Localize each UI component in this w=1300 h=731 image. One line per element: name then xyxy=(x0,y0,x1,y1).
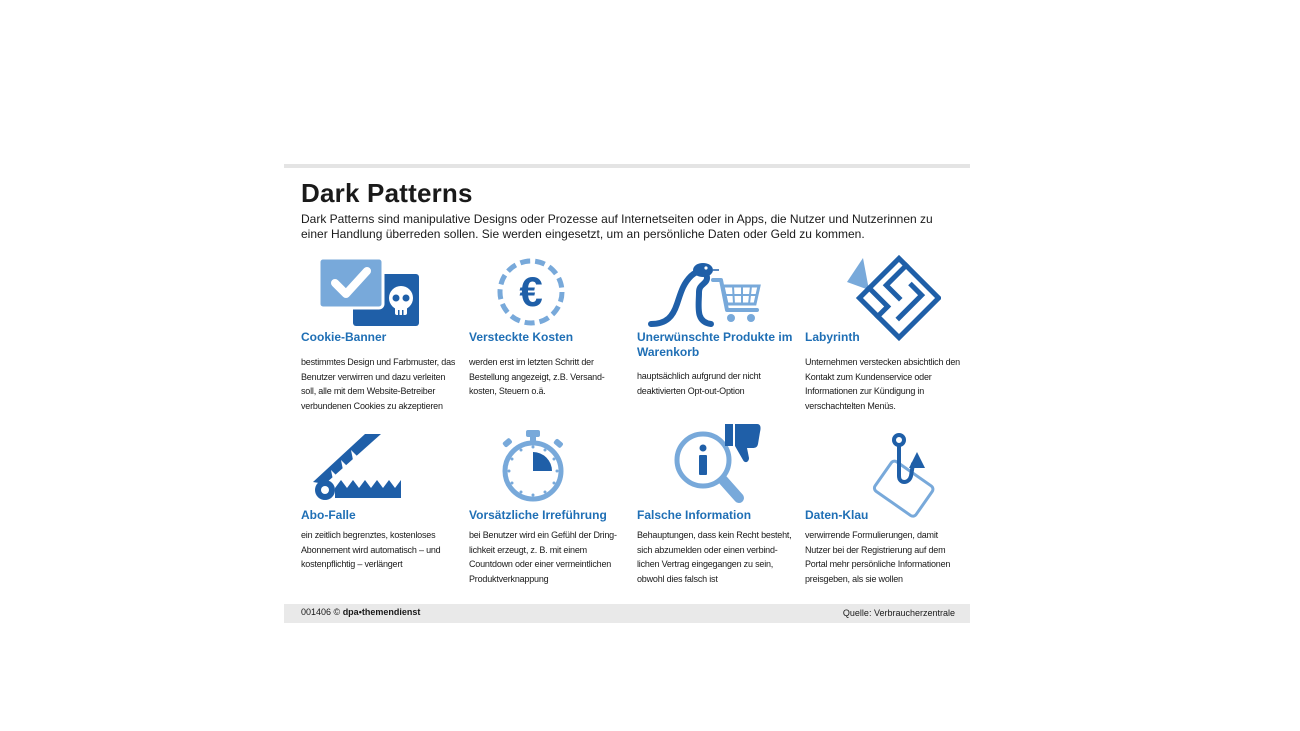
cookie-banner-skull-icon xyxy=(301,256,461,328)
item-versteckte-kosten xyxy=(469,256,629,416)
item-label: Cookie-Banner xyxy=(301,330,387,344)
svg-text:€: € xyxy=(519,268,543,315)
item-label: Daten-Klau xyxy=(805,508,869,522)
item-labyrinth xyxy=(805,256,965,416)
item-description: bestimmtes Design und Farbmuster, das Benutzer verwirren und dazu verleiten soll, alle mit dem Website-Betreiber verbundenen Cookies zu akzeptieren xyxy=(301,357,456,411)
item-falsche-information xyxy=(637,432,797,602)
item-label: Versteckte Kosten xyxy=(469,330,574,344)
item-label: Abo-Falle xyxy=(301,508,356,522)
item-description: verwirrende Formulierungen, damit Nutzer bei der Registrierung auf dem Portal mehr persönliche Informationen preisgeben, als sie wollen xyxy=(805,530,951,584)
item-abo-falle xyxy=(301,432,461,592)
conveyor-trap-icon xyxy=(301,432,461,504)
stopwatch-icon xyxy=(469,432,629,504)
euro-coin-icon xyxy=(469,256,629,328)
item-description: werden erst im letzten Schritt der Bestellung angezeigt, z.B. Versand-kosten, Steuern o.ä. xyxy=(469,357,605,396)
item-unerwuenschte-produkte xyxy=(637,256,797,416)
item-label: Vorsätzliche Irreführung xyxy=(469,508,607,522)
item-cookie-banner xyxy=(301,256,461,416)
item-vorsaetzliche-irrefuehrung xyxy=(469,432,629,602)
item-description: Behauptungen, dass kein Recht besteht, sich abzumelden oder einen verbind-lichen Vertrag eingegangen zu sein, obwohl dies falsch ist xyxy=(637,530,792,584)
item-daten-klau xyxy=(805,432,965,602)
item-label: Falsche Information xyxy=(637,508,752,522)
item-label: Unerwünschte Produkte im Warenkorb xyxy=(637,330,793,359)
intro-text: Dark Patterns sind manipulative Designs oder Prozesse auf Internetseiten oder in Apps, die Nutzer und Nutzerinnen zu einer Handlung überreden sollen. Sie werden eingesetzt, um an persönliche Daten oder Geld zu kommen. xyxy=(301,212,933,241)
magnifier-thumbs-down-icon xyxy=(637,432,797,504)
brand-logo: dpa•themendienst xyxy=(342,607,421,617)
item-description: ein zeitlich begrenztes, kostenloses Abonnement wird automatisch – und kostenpflichtig – verlängert xyxy=(301,530,441,569)
graphic-code: 001406 © dpa•themendienst xyxy=(301,607,421,617)
item-description: bei Benutzer wird ein Gefühl der Dring-lichkeit erzeugt, z. B. mit einem Countdown oder einer vermeintlichen Produktverknappung xyxy=(469,530,617,584)
infographic-card xyxy=(284,164,970,623)
item-label: Labyrinth xyxy=(805,330,860,344)
source-note: Quelle: Verbraucherzentrale xyxy=(842,608,955,618)
page-title: Dark Patterns xyxy=(301,178,473,208)
snake-cart-icon xyxy=(637,256,797,328)
item-description: hauptsächlich aufgrund der nicht deaktivierten Opt-out-Option xyxy=(637,371,761,396)
item-description: Unternehmen verstecken absichtlich den Kontakt zum Kundenservice oder Informationen zur Kündigung in verschachtelten Menüs. xyxy=(805,357,960,411)
footer-bar xyxy=(284,604,970,623)
labyrinth-icon xyxy=(805,256,965,328)
hook-card-icon xyxy=(805,432,965,504)
